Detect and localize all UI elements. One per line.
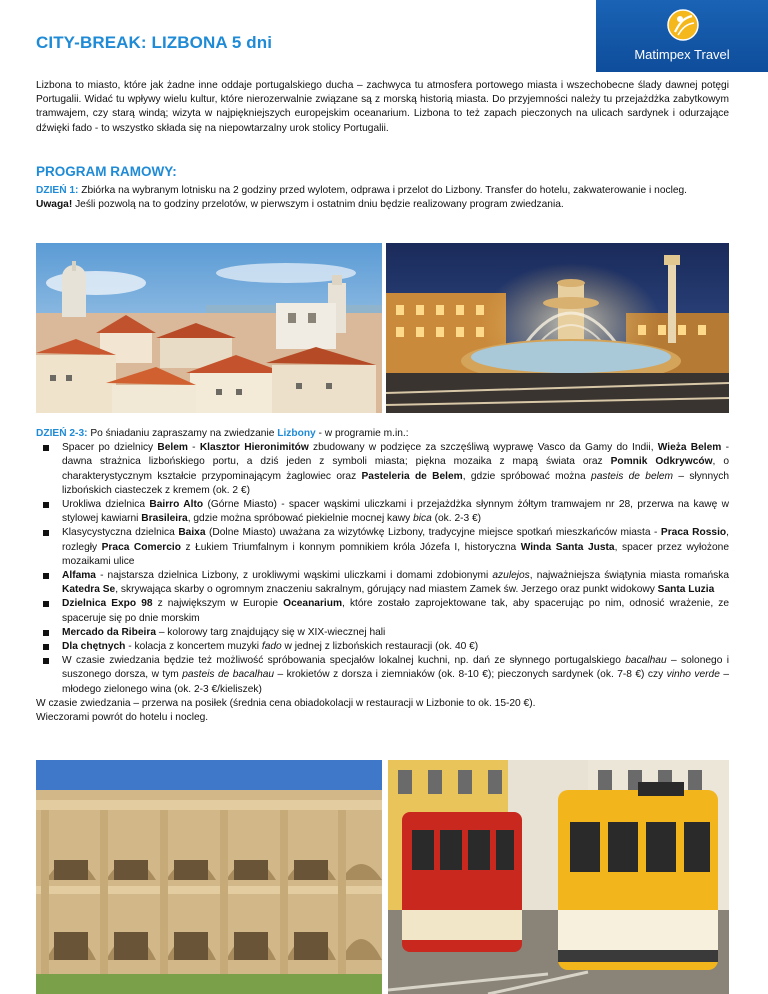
meal-note: W czasie zwiedzania – przerwa na posiłek (średnia cena obiadokolacji w restauracji w Lizbonie to ok. 15-20 €). <box>36 697 536 709</box>
text: , najważniejsza świątynia miasta romańska <box>529 570 729 582</box>
italic-term: bica <box>413 513 432 525</box>
bullet-icon <box>43 630 49 636</box>
bullet-icon <box>43 601 49 607</box>
day23-label: DZIEŃ 2-3: <box>36 428 88 439</box>
day23-lead-text-a: Po śniadaniu zapraszamy na zwiedzanie <box>87 428 278 439</box>
keyword: Pomnik Odkrywców <box>610 456 713 468</box>
text: Klasycystyczna dzielnica <box>62 527 179 539</box>
text: , gdzie można spróbować piekielnie mocnej kawy <box>187 513 414 525</box>
evening-note: Wieczorami powrót do hotelu i nocleg. <box>36 712 209 724</box>
list-item <box>36 498 729 526</box>
keyword: Bairro Alto <box>149 499 204 511</box>
text: - <box>187 442 200 454</box>
day23-lead-text-b: - w programie m.in.: <box>315 428 409 439</box>
day23-section <box>36 427 729 725</box>
text: Urokliwa dzielnica <box>62 499 150 511</box>
list-item <box>36 597 729 625</box>
text: , które zostało zaprojektowane tak, aby spacerując po nim, odnosić wrażenie, ze spaceruje się po dnie morskim <box>62 598 729 624</box>
text: - dawna strażnica lizbońskiego portu, a dziś jeden z symboli miasta; piękna mozaika z mapą świata oraz <box>62 442 729 468</box>
keyword: Wieża Belem <box>657 442 722 454</box>
text: – krokietów z dorsza i ziemniaków (ok. 8-10 €); pieczonych sardynek (ok. 7-8 €) czy <box>274 669 667 681</box>
keyword: Katedra Se <box>62 584 116 596</box>
keyword: Dla chętnych <box>62 641 126 653</box>
day1-label: DZIEŃ 1: <box>36 185 79 196</box>
page-title: CITY-BREAK: LIZBONA 5 dni <box>36 33 273 52</box>
program-list <box>36 441 729 697</box>
text: z Łukiem Triumfalnym i konnym pomnikiem króla Józefa I, historyczna <box>180 541 521 553</box>
bullet-icon <box>43 573 49 579</box>
text: – młodego zielonego wina (ok. 2-3 €/kieliszek) <box>62 669 729 695</box>
keyword: Praca Rossio <box>660 527 727 539</box>
city-link[interactable]: Lizbony <box>277 428 316 439</box>
keyword: Baixa <box>178 527 206 539</box>
list-item <box>36 569 729 597</box>
keyword: Mercado da Ribeira <box>62 626 156 638</box>
list-item <box>36 526 729 569</box>
italic-term: bacalhau <box>625 655 667 667</box>
list-item <box>36 626 729 640</box>
text: – kolorowy targ znajdujący się w XIX-wiecznej hali <box>155 626 386 638</box>
photo-jeronimos-cloister <box>36 760 382 994</box>
day1-paragraph <box>36 184 729 212</box>
bullet-icon <box>43 530 49 536</box>
text: Spacer po dzielnicy <box>62 442 158 454</box>
day1-note-text: Jeśli pozwolą na to godziny przelotów, w pierwszym i ostatnim dniu będzie realizowany program zwiedzania. <box>72 199 564 211</box>
day1-note-label: Uwaga! <box>36 199 73 211</box>
list-item <box>36 441 729 498</box>
text: – solonego i suszonego dorsza, w tym <box>62 655 730 681</box>
text: - kolacja z koncertem muzyki <box>125 641 262 653</box>
day23-lead <box>36 427 729 441</box>
bullet-icon <box>43 644 49 650</box>
text: (Górne Miasto) - spacer wąskimi uliczkami i przejażdżka słynnym żółtym tramwajem nr 28, przerwa na kawę w stylowej kawiarni <box>62 499 729 525</box>
keyword: Winda Santa Justa <box>520 541 615 553</box>
keyword: Oceanarium <box>283 598 343 610</box>
list-item <box>36 654 729 697</box>
italic-term: fado <box>261 641 282 653</box>
bullet-icon <box>43 502 49 508</box>
list-item <box>36 640 729 654</box>
text: , rozległy <box>62 527 729 553</box>
italic-term: pasteis de bacalhau <box>182 669 275 681</box>
text: , o charakterystycznym kształcie przypominającym żaglowiec oraz <box>62 456 729 482</box>
text: – słynnych lizbońskich ciasteczek z kremem (ok. 2 €) <box>62 470 729 496</box>
text: , gdzie spróbować można <box>462 470 592 482</box>
text: (Dolne Miasto) uważana za wizytówkę Lizbony, tradycyjne miejsce spotkań mieszkańców miasta - <box>205 527 661 539</box>
keyword: Praca Comercio <box>101 541 181 553</box>
brand-name: Matimpex Travel <box>634 47 730 62</box>
text: W czasie zwiedzania będzie też możliwość spróbowania specjałów lokalnej kuchni, np. dań ze słynnego portugalskiego <box>62 655 626 667</box>
text: w jednej z lizbońskich restauracji (ok. 40 €) <box>281 641 479 653</box>
italic-term: azulejos <box>492 570 530 582</box>
program-heading: PROGRAM RAMOWY: <box>36 164 177 179</box>
photo-rossio-fountain <box>386 243 729 413</box>
brand-logo[interactable] <box>596 0 768 72</box>
intro-paragraph: Lizbona to miasto, które jak żadne inne oddaje portugalskiego ducha – zachwyca tu atmosfera portowego miasta i wszechobecne ślady dawnej potęgi Portugalii. Widać tu wpływy wielu kultur, które nierozerwalnie związane są z morską historią miasta. Do przyjemności należy tu przejażdżka zabytkowym tramwajem, czy starą windą; wizyta w najpiękniejszych europejskim oceanarium. Lizbona to też zapach pieczonych na ulicach sardynek i odurzające dźwięki fado - to wszystko składa się na niepowtarzalny urok stolicy Portugalii. <box>36 80 729 134</box>
text: (ok. 2-3 €) <box>431 513 482 525</box>
keyword: Alfama <box>62 570 96 582</box>
keyword: Belem <box>157 442 188 454</box>
text: zbudowany w podzięce za szczęśliwą wyprawę Vasco da Gamy do Indii, <box>308 442 658 454</box>
keyword: Dzielnica Expo 98 <box>62 598 153 610</box>
bullet-icon <box>43 445 49 451</box>
photo-lisbon-rooftops <box>36 243 382 413</box>
italic-term: pasteis de belem <box>591 470 674 482</box>
text: - najstarsza dzielnica Lizbony, z urokliwymi wąskimi uliczkami i domami zdobionymi <box>95 570 493 582</box>
photo-lisbon-trams <box>388 760 729 994</box>
italic-term: vinho verde <box>666 669 720 681</box>
keyword: Brasileira <box>141 513 188 525</box>
text: , skrywająca skarby o ogromnym znaczeniu sakralnym, górujący nad miastem Zamek św. Jerzego oraz punkt widokowy <box>115 584 658 596</box>
keyword: Santa Luzia <box>657 584 715 596</box>
keyword: Klasztor Hieronimitów <box>199 442 309 454</box>
day1-text: Zbiórka na wybranym lotnisku na 2 godziny przed wylotem, odprawa i przelot do Lizbony. Transfer do hotelu, zakwaterowanie i nocleg. <box>78 185 688 196</box>
matimpex-logo-icon <box>666 8 700 42</box>
bullet-icon <box>43 658 49 664</box>
text: , spacer przez wyłożone mozaikami ulice <box>62 541 730 567</box>
text: z największym w Europie <box>152 598 284 610</box>
keyword: Pasteleria de Belem <box>361 470 463 482</box>
